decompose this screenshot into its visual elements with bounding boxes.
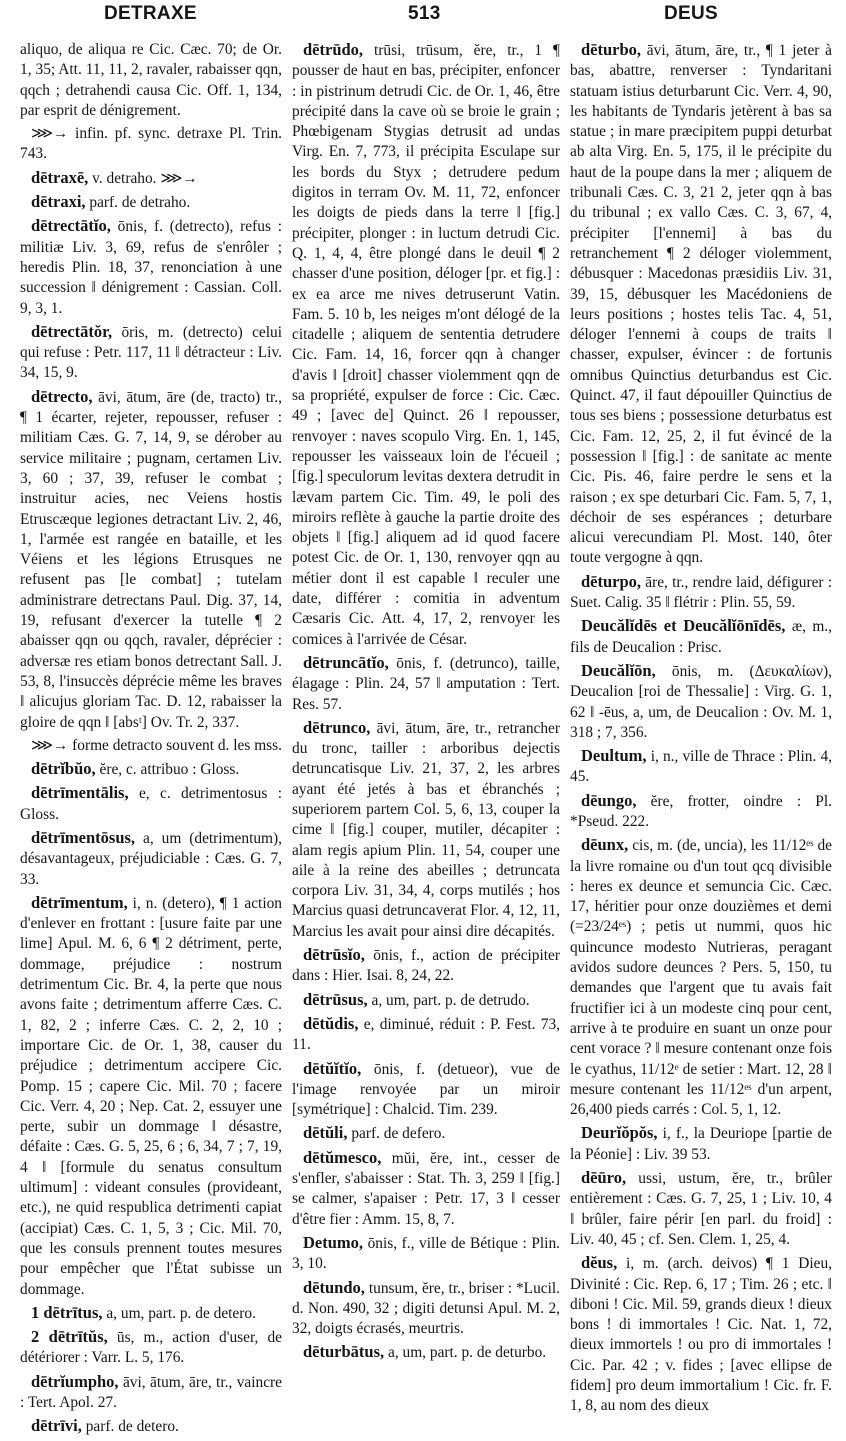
page-header	[0, 3, 846, 29]
dictionary-entry	[292, 1278, 560, 1340]
entry-definition: ōnis, f. (detueor), vue de l'image renvoyée par un miroir [symétrique] : Chalcid. Tim. 239.	[292, 1060, 560, 1119]
entry-definition: aliquo, de aliqua re Cic. Cæc. 70; de Or. 1, 35; Att. 11, 11, 2, ravaler, rabaisser qqn, qqch ; detrahendi causa Cic. Off. 1, 134, par esprit de dénigrement.	[20, 41, 282, 119]
entry-definition: e, c. detrimentosus : Gloss.	[20, 785, 282, 823]
entry-definition: a, um, part. p. de detrudo.	[367, 991, 530, 1009]
dictionary-entry	[570, 1253, 832, 1416]
dictionary-entry	[20, 1372, 282, 1414]
entry-headword: dētŭmesco,	[303, 1147, 382, 1167]
entry-headword: dētrīmentum,	[31, 892, 128, 912]
entry-definition: i, n., ville de Thrace : Plin. 4, 45.	[570, 748, 832, 786]
dictionary-entry	[292, 1123, 560, 1144]
entry-headword: 1 dētrītus,	[31, 1302, 103, 1322]
dictionary-entry	[292, 1059, 560, 1121]
entry-headword: Deurĭŏpŏs,	[581, 1123, 658, 1143]
dictionary-entry	[570, 1168, 832, 1250]
dictionary-entry	[20, 40, 282, 121]
entry-headword: dēturpo,	[581, 571, 642, 591]
entry-definition: i, f., la Deuriope [partie de la Péonie] : Liv. 39 53.	[570, 1125, 832, 1163]
page-number: 513	[408, 3, 441, 24]
entry-headword: dēūro,	[581, 1168, 627, 1188]
entry-definition: v. detraho. ⋙→	[88, 169, 198, 187]
running-head-right: DEUS	[664, 3, 718, 24]
entry-definition: a, um, part. p. de deturbo.	[384, 1344, 547, 1362]
entry-definition: æ, m., fils de Deucalion : Prisc.	[570, 618, 832, 656]
entry-definition: ūs, m., action d'user, de détériorer : Varr. L. 5, 176.	[20, 1329, 282, 1367]
entry-headword: dētrĭbŭo,	[31, 759, 96, 779]
dictionary-entry	[20, 828, 282, 890]
dictionary-entry	[20, 216, 282, 318]
entry-headword: dētrūdo,	[303, 40, 364, 59]
dictionary-entry	[20, 387, 282, 733]
dictionary-entry	[570, 616, 832, 658]
entry-definition: ⋙→ forme detracto souvent d. les mss.	[31, 736, 282, 754]
dictionary-entry	[292, 1014, 560, 1056]
entry-headword: Deucălĭdēs et Deucălĭōnīdēs,	[581, 616, 786, 636]
dictionary-entry	[20, 124, 282, 165]
dictionary-entry	[570, 40, 832, 569]
entry-definition: i, m. (arch. deivos) ¶ 1 Dieu, Divinité : Cic. Rep. 6, 17 ; Tim. 26 ; etc. ‖ diboni ! Cic. Mil. 59, grands dieux ! dieux bons ! di immortales ! Cic. Nat. 1, 72, dieux immortels ! ou pro di immortales ! Cic. Par. 42 ; v. fides ; [avec ellipse de fidem] pro deum immortalium ! Cic. fr. F. 1, 8, au nom des dieux	[570, 1255, 832, 1415]
entry-definition: ōnis, f. (detrecto), refus : militiæ Liv. 3, 69, refus de s'enrôler ; heredis Plin. 18, 37, renonciation à une succession ‖ dénigrement : Cassian. Coll. 9, 3, 1.	[20, 218, 282, 317]
entry-headword: Deucălĭōn,	[581, 660, 656, 680]
entry-definition: a, um (detrimentum), désavantageux, préjudiciable : Cæs. G. 7, 33.	[20, 829, 282, 888]
dictionary-entry	[20, 1327, 282, 1369]
column-left	[20, 40, 282, 1441]
entry-definition: mŭi, ĕre, int., cesser de s'enfler, s'abaisser : Stat. Th. 3, 259 ‖ [fig.] se calmer, s'apaiser : Petr. 17, 3 ‖ cesser d'être fier : Amm. 15, 8, 7.	[292, 1149, 560, 1228]
dictionary-entry	[570, 791, 832, 833]
running-head-left: DETRAXE	[104, 3, 197, 24]
entry-headword: dētraxē,	[31, 167, 89, 187]
entry-headword: dētruncātĭo,	[303, 652, 389, 672]
dictionary-entry	[292, 653, 560, 715]
column-middle	[292, 40, 560, 1441]
entry-definition: trūsi, trūsum, ĕre, tr., 1 ¶ pousser de haut en bas, précipiter, enfoncer : in pistrinum detrudi Cic. de Or. 1, 46, être précipité dans la cave où se broie le grain ; Phœbigenam Stygias detrusit ad undas Virg. En. 7, 773, il précipita Esculape sur les bords du Styx ; detrudere pedum digitos in terram Ov. M. 11, 72, enfoncer les doigts de pieds dans la terre ‖ [fig.] précipiter, plonger : in luctum detrudi Cic. Q. 1, 4, 4, être plongé dans le deuil ¶ 2 chasser d'une position, déloger [pr. et fig.] : ex ea arce me nives detruserunt Vatin. Fam. 5. 10 b, les neiges m'ont délogé de la citadelle ; aliquem de sententia detrudere Cic. Fam. 14, 16, forcer qqn à changer d'avis ‖ [droit] chasser violemment qqn de sa propriété, expulser de force : Cic. Cæc. 49 ; [avec de] Quinct. 26 ‖ repousser, renvoyer : naves scopulo Virg. En. 1, 145, repousser les vaisseaux loin de l'écueil ; [fig.] speculorum levitas dextera detrudit in lævam partem Cic. Tim. 49, le poli des miroirs reflète à gauche la partie droite des objets ‖ [fig.] aliquem ad id quod facere potest Cic. de Or. 1, 130, renvoyer qqn au métier dont il est capable ‖ reculer une date, différer : comitia in adventum Cæsaris Cic. Att. 4, 17, 2, renvoyer les comices à l'arrivée de César.	[292, 42, 560, 648]
dictionary-columns	[20, 40, 832, 1436]
dictionary-entry	[20, 192, 282, 213]
entry-definition: āre, tr., rendre laid, défigurer : Suet. Calig. 35 ‖ flétrir : Plin. 55, 59.	[570, 573, 832, 612]
entry-headword: dētrectātŏr,	[31, 321, 113, 341]
dictionary-entry	[20, 1416, 282, 1437]
dictionary-entry	[570, 835, 832, 1120]
dictionary-entry	[20, 893, 282, 1300]
entry-headword: dētrīmentōsus,	[31, 827, 136, 847]
entry-definition: ĕre, frotter, oindre : Pl. *Pseud. 222.	[570, 792, 832, 830]
dictionary-entry	[292, 1233, 560, 1275]
entry-definition: cis, m. (de, uncia), les 11/12ᵉˢ de la livre romaine ou d'un tout qcq divisible : heres ex deunce et semuncia Cic. Cæc. 17, héritier pour onze douzièmes et demi (=23/24ᵉˢ) ; petis ut nummi, quos hic quincunce modesto Nutrieras, peragant avidos sudore deunces ? Pers. 5, 150, tu demandes que l'argent que tu avais fait fructifier ici à un modeste cinq pour cent, arrive à te produire en suant un onze pour cent vorace ? ‖ mesure contenant onze fois le cyathus, 11/12ᵉ de setier : Mart. 12, 28 ‖ mesure contenant les 11/12ᵉˢ d'un arpent, 26,400 pieds carrés : Col. 5, 1, 12.	[570, 837, 832, 1119]
dictionary-entry	[292, 1342, 560, 1363]
entry-headword: dētrecto,	[31, 386, 93, 406]
entry-headword: dēunx,	[581, 835, 629, 855]
entry-definition: parf. de defero.	[347, 1125, 446, 1143]
column-right	[570, 40, 832, 1441]
entry-definition: parf. de detraho.	[85, 194, 191, 212]
dictionary-entry	[292, 990, 560, 1011]
entry-definition: āvi, ātum, āre, tr., vaincre : Tert. Apol. 27.	[20, 1373, 282, 1411]
entry-headword: Detumo,	[303, 1232, 364, 1252]
dictionary-entry	[20, 783, 282, 825]
entry-definition: āvi, ātum, āre, tr., retrancher du tronc, tailler : arboribus dejectis detruncatisque Liv. 21, 37, 2, les arbres ayant été jetés à bas et ébranchés ; superiorem partem Col. 5, 6, 13, couper la cime ‖ [fig.] couper, mutiler, décapiter : alam regis apium Plin. 11, 54, couper une aile à la reine des abeilles ; detruncata corpora Liv. 31, 34, 4, corps mutilés ; hos Marcius quasi detruncaverat Flor. 4, 12, 11, Marcius les avait pour ainsi dire décapités.	[292, 719, 560, 940]
dictionary-entry	[570, 746, 832, 788]
entry-definition: ĕre, c. attribuo : Gloss.	[95, 761, 240, 779]
dictionary-entry	[570, 572, 832, 614]
entry-definition: ōnis, m. (Δευκαλίων), Deucalion [roi de Thessalie] : Virg. G. 1, 62 ‖ -ēus, a, um, de Deucalion : Ov. M. 1, 318 ; 7, 356.	[570, 662, 832, 741]
entry-definition: ⋙→ infin. pf. sync. detraxe Pl. Trin. 743.	[20, 125, 282, 163]
entry-definition: ōnis, f. (detrunco), taille, élagage : Plin. 24, 57 ‖ amputation : Tert. Res. 57.	[292, 654, 560, 713]
entry-headword: dētrunco,	[303, 717, 371, 737]
entry-headword: dĕus,	[581, 1253, 618, 1273]
entry-definition: āvi, ātum, āre (de, tracto) tr., ¶ 1 écarter, rejeter, repousser, refuser : militiam Cæs. G. 7, 14, 9, se dérober au service militaire ; pugnam, certamen Liv. 3, 60 ; 37, 39, refuser le combat ; instruitur acies, nec Veiens hostis Etruscæque legiones detractant Liv. 2, 46, 1, l'armée est rangée en bataille, et les Véiens et les légions Etrusques ne refusent pas [le combat] ; tutelam administrare detrectans Paul. Dig. 37, 14, 19, refusant d'exercer la tutelle ¶ 2 abaisser qqn ou qqch, ravaler, déprécier : adversæ res etiam bonos detrectant Sall. J. 53, 8, l'insuccès déprécie même les braves ‖ alicujus gloriam Tac. D. 12, rabaisser la gloire de qqn ‖ [absᵗ] Ov. Tr. 2, 337.	[20, 388, 282, 731]
entry-definition: a, um, part. p. de detero.	[102, 1304, 256, 1322]
dictionary-entry	[292, 1148, 560, 1230]
dictionary-entry	[20, 322, 282, 384]
entry-headword: dētrīvi,	[31, 1416, 82, 1436]
entry-headword: dētrūsĭo,	[303, 945, 365, 965]
entry-headword: dēungo,	[581, 790, 637, 810]
dictionary-entry	[20, 1303, 282, 1324]
entry-definition: ussi, ustum, ĕre, tr., brûler entièrement : Cæs. G. 7, 25, 1 ; Liv. 10, 4 ‖ brûler, faire périr [en parl. du froid] : Liv. 40, 45 ; cf. Sen. Clem. 1, 25, 4.	[570, 1170, 832, 1248]
entry-headword: dētundo,	[303, 1277, 365, 1297]
entry-headword: dēturbātus,	[303, 1342, 385, 1362]
dictionary-entry	[20, 168, 282, 189]
entry-definition: e, diminué, réduit : P. Fest. 73, 11.	[292, 1015, 560, 1054]
entry-headword: dētrūsus,	[303, 989, 368, 1009]
entry-headword: dētrectātĭo,	[31, 216, 111, 236]
dictionary-entry	[570, 1123, 832, 1165]
entry-definition: ōris, m. (detrecto) celui qui refuse : Petr. 117, 11 ‖ détracteur : Liv. 34, 15, 9.	[20, 323, 282, 382]
dictionary-entry	[20, 759, 282, 780]
entry-headword: dētrĭumpho,	[31, 1371, 119, 1391]
entry-definition: parf. de detero.	[81, 1418, 179, 1436]
entry-headword: dētŭdis,	[303, 1013, 359, 1033]
entry-definition: ōnis, f., ville de Bétique : Plin. 3, 10.	[292, 1234, 560, 1273]
entry-headword: dētŭĭtĭo,	[303, 1058, 362, 1078]
entry-headword: 2 dētrītŭs,	[31, 1327, 108, 1347]
entry-definition: ōnis, f., action de précipiter dans : Hier. Isai. 8, 24, 22.	[292, 947, 560, 985]
entry-definition: tunsum, ĕre, tr., briser : *Lucil. d. Non. 490, 32 ; digiti detunsi Apul. M. 2, 32, doigts écrasés, meurtris.	[292, 1279, 560, 1338]
entry-headword: dētrīmentālis,	[31, 783, 129, 803]
dictionary-entry	[292, 945, 560, 987]
entry-headword: dētŭli,	[303, 1123, 348, 1143]
entry-definition: āvi, ātum, āre, tr., ¶ 1 jeter à bas, abattre, renverser : Tyndaritani statuam istius deturbarunt Cic. Verr. 4, 90, les habitants de Tyndaris jetèrent à bas sa statue ; in mare præcipitem puppi deturbat ab alta Virg. En. 5, 175, il le précipite du haut de la poupe dans la mer ; aliquem de tribunali Cæs. C. 3, 21 2, jeter qqn à bas du tribunal ; ex vallo Cæs. C. 3, 67, 4, précipiter [l'ennemi] à bas du retranchement ¶ 2 déloger violemment, débusquer : Macedonas præsidiis Liv. 31, 39, 15, débusquer les Macédoniens de leurs positions ; hostes telis Tac. 4, 51, déloger l'ennemi à coups de traits ‖ chasser, expulser, évincer : de fortunis omnibus Quinctius deturbandus est Cic. Quinct. 47, il faut dépouiller Quinctius de tous ses biens ; possessione deturbatus est Cic. Fam. 12, 25, 2, il fut évincé de la possession ‖ [fig.] : de sanitate ac mente Cic. Pis. 46, faire perdre le sens et la raison ; ex spe deturbari Cic. Fam. 5, 7, 1, déchoir de ses espérances ; deturbare alicui verecundiam Pl. Most. 140, ôter toute vergogne à qqn.	[570, 42, 832, 567]
entry-definition: i, n. (detero), ¶ 1 action d'enlever en frottant : [usure faite par une lime] Apul. M. 6, 6 ¶ 2 détriment, perte, dommage, préjudice : nostrum detrimentum Cic. Br. 4, la perte que nous avons faite ; detrimentum afferre Cæs. C. 1, 82, 2 ; inferre Cæs. C. 2, 2, 10 ; importare Cic. de Or. 1, 38, causer du préjudice ; detrimentum accipere Cic. Pomp. 15 ; capere Cic. Mil. 70 ; facere Cic. Verr. 4, 20 ; Nep. Cat. 2, essuyer une perte, subir un dommage ‖ désastre, défaite : Cæs. G. 5, 25, 6 ; 6, 34, 7 ; 7, 19, 4 ‖ [formule du senatus consultum ultimum] : videant consules (provideant, etc.), ne quid respublica detrimenti capiat (accipiat) Cæs. C. 1, 5, 3 ; Cic. Mil. 70, que les consuls prennent toutes mesures pour empêcher que l'État subisse un dommage.	[20, 894, 282, 1298]
dictionary-entry	[570, 661, 832, 743]
dictionary-entry	[292, 718, 560, 942]
entry-headword: Deultum,	[581, 746, 647, 766]
entry-headword: dēturbo,	[581, 40, 642, 59]
dictionary-entry	[292, 40, 560, 650]
dictionary-entry	[20, 736, 282, 756]
entry-headword: dētraxi,	[31, 192, 86, 212]
